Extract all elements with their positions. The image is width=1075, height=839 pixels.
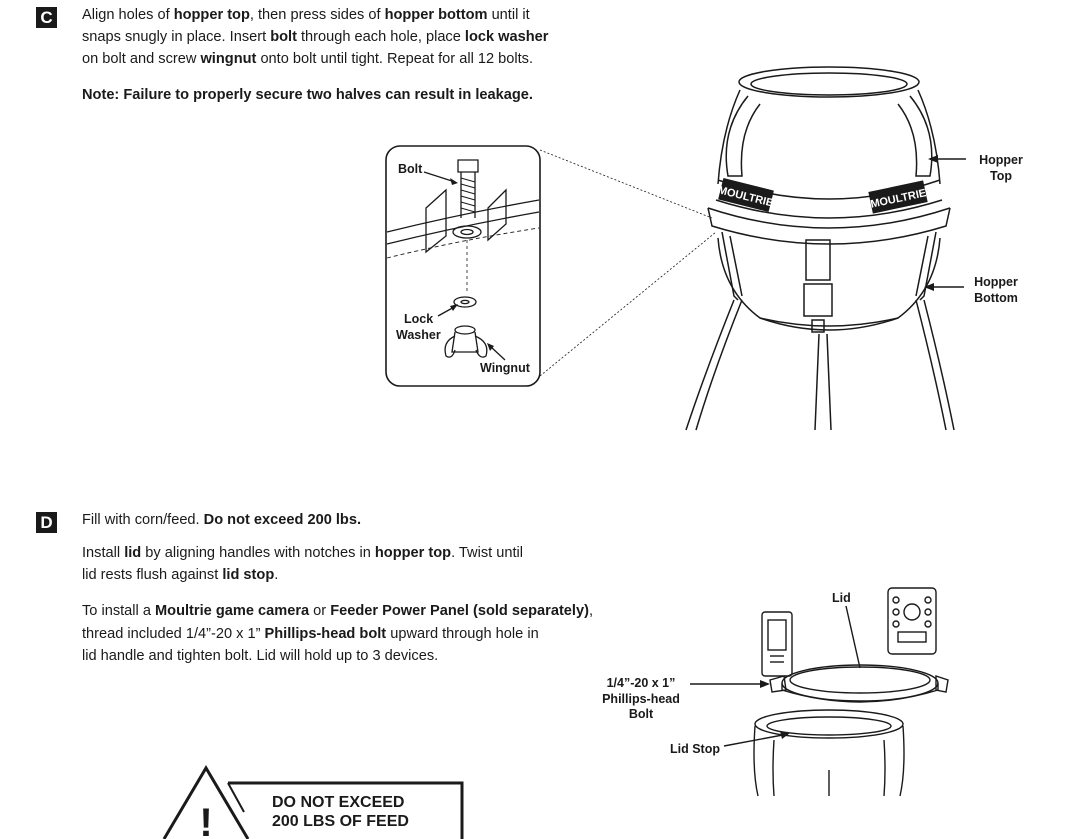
warning-line-2: 200 LBS OF FEED	[272, 813, 409, 830]
step-c-badge: C	[36, 7, 57, 28]
wingnut-label: Wingnut	[480, 361, 530, 375]
lid-label: Lid	[832, 591, 851, 605]
step-d-para-3-line-3: lid handle and tighten bolt. Lid will hold up to 3 devices.	[82, 648, 439, 664]
lid-bolt-label-2: Phillips-head	[602, 692, 680, 706]
step-c-line-2: snaps snugly in place. Insert bolt through each hole, place lock washer	[82, 29, 549, 45]
svg-text:MOULTRIE: MOULTRIE	[869, 187, 928, 211]
hopper-top-label-1: Hopper	[979, 153, 1023, 167]
lid-bolt-label-3: Bolt	[628, 707, 654, 721]
step-c-line-1: Align holes of hopper top, then press sides of hopper bottom until it	[82, 7, 530, 23]
step-d-para-3-line-1: To install a Moultrie game camera or Feeder Power Panel (sold separately),	[82, 603, 594, 619]
lock-washer-label-1: Lock	[404, 312, 434, 326]
step-d-badge: D	[36, 512, 57, 533]
svg-text:MOULTRIE: MOULTRIE	[716, 184, 775, 210]
bolt-label: Bolt	[398, 162, 423, 176]
step-d-para-2-line-1: Install lid by aligning handles with notches in hopper top. Twist until	[82, 545, 523, 561]
step-c-line-3: on bolt and screw wingnut onto bolt until tight. Repeat for all 12 bolts.	[82, 51, 534, 67]
hopper-bottom-label-2: Bottom	[974, 291, 1018, 305]
step-d-para-2-line-2: lid rests flush against lid stop.	[82, 567, 279, 583]
step-d-para-1: Fill with corn/feed. Do not exceed 200 lbs.	[82, 512, 362, 528]
hopper-top-label-2: Top	[990, 169, 1012, 183]
hopper-bottom-label-1: Hopper	[974, 275, 1018, 289]
warning-icon: !	[199, 801, 213, 839]
step-d-para-3-line-2: thread included 1/4”-20 x 1” Phillips-head bolt upward through hole in	[82, 626, 539, 642]
lid-bolt-label-1: 1/4”-20 x 1”	[606, 676, 676, 690]
warning-line-1: DO NOT EXCEED	[272, 794, 405, 811]
step-c-note: Note: Failure to properly secure two halves can result in leakage.	[82, 87, 533, 103]
lock-washer-label-2: Washer	[396, 328, 441, 342]
lid-stop-label: Lid Stop	[670, 742, 720, 756]
